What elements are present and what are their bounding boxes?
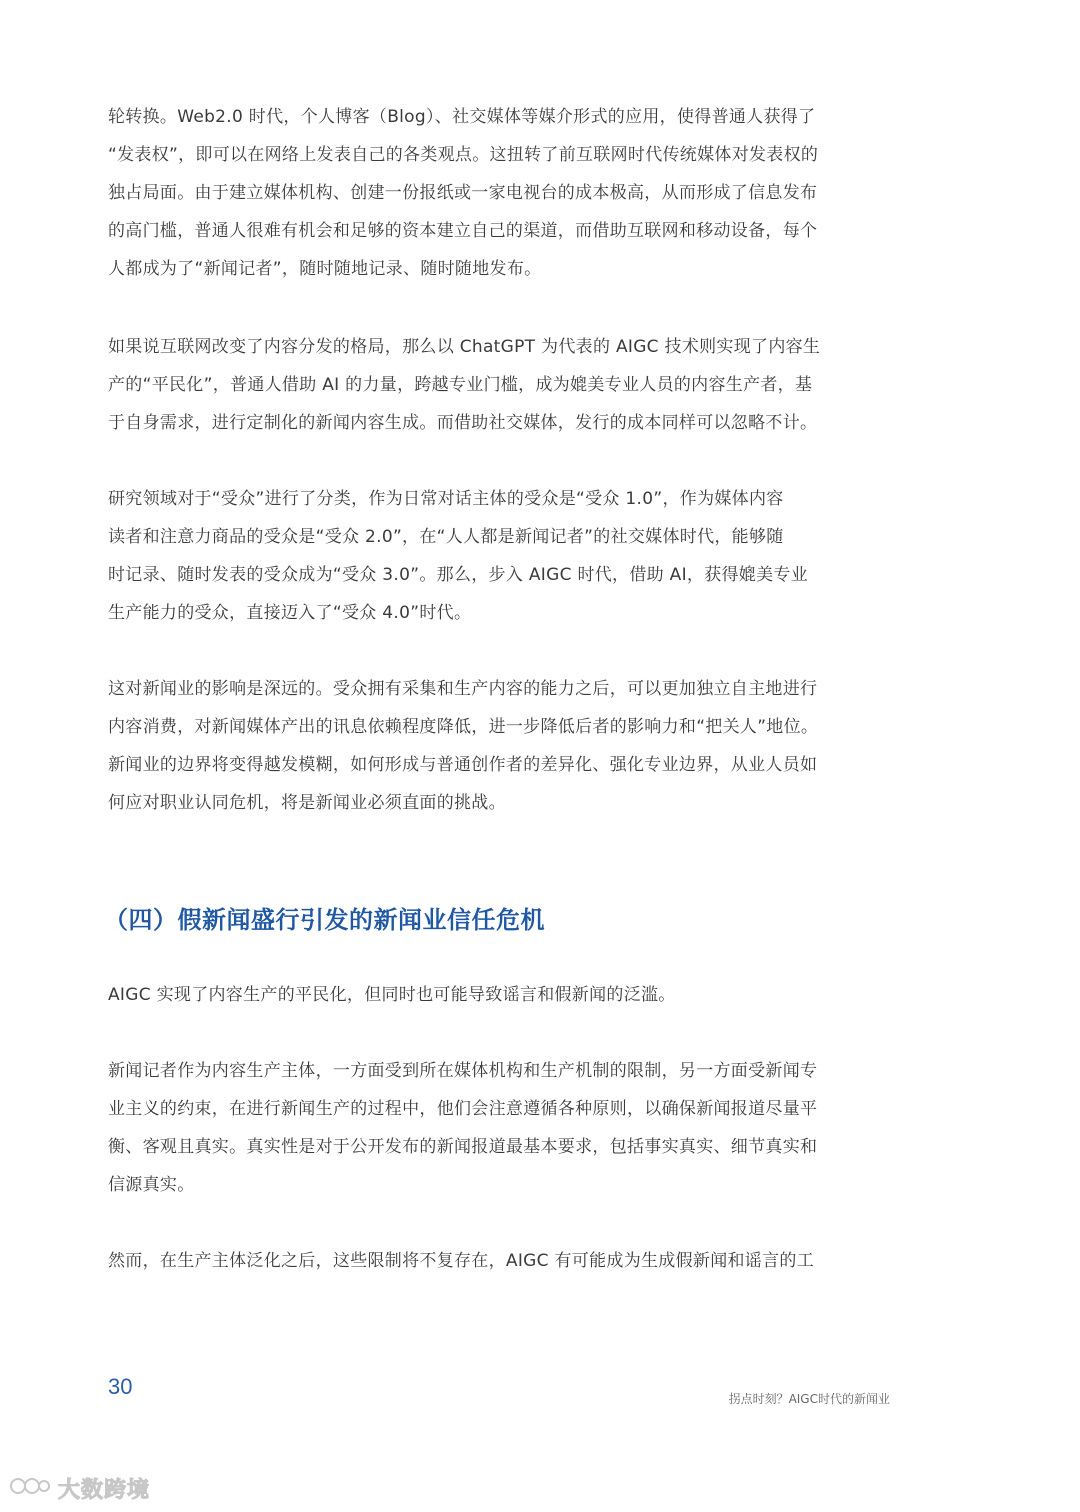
- text-line: 读者和注意力商品的受众是“受众 2.0”，在“人人都是新闻记者”的社交媒体时代，能够随: [108, 527, 784, 547]
- text-line: “发表权”，即可以在网络上发表自己的各类观点。这扭转了前互联网时代传统媒体对发表权的: [108, 145, 819, 165]
- text-line: 于自身需求，进行定制化的新闻内容生成。而借助社交媒体，发行的成本同样可以忽略不计。: [108, 413, 818, 433]
- page-number: 30: [108, 1374, 133, 1399]
- text-line: 的高门槛，普通人很难有机会和足够的资本建立自己的渠道，而借助互联网和移动设备，每个: [108, 221, 818, 241]
- body-paragraph: [108, 976, 908, 1014]
- text-line: 轮转换。Web2.0 时代，个人博客（Blog）、社交媒体等媒介形式的应用，使得普通人获得了: [108, 107, 816, 127]
- body-paragraph: [108, 1242, 908, 1280]
- text-line: 内容消费，对新闻媒体产出的讯息依赖程度降低，进一步降低后者的影响力和“把关人”地位。: [108, 717, 819, 737]
- watermark-text: 大数跨境: [58, 1477, 151, 1503]
- text-line: 新闻业的边界将变得越发模糊，如何形成与普通创作者的差异化、强化专业边界，从业人员如: [108, 755, 818, 775]
- text-line: 衡、客观且真实。真实性是对于公开发布的新闻报道最基本要求，包括事实真实、细节真实和: [108, 1137, 818, 1157]
- body-paragraph: [108, 480, 908, 632]
- text-line: 业主义的约束，在进行新闻生产的过程中，他们会注意遵循各种原则，以确保新闻报道尽量平: [108, 1099, 818, 1119]
- text-line: 人都成为了“新闻记者”，随时随地记录、随时随地发布。: [108, 259, 542, 279]
- text-line: 产的“平民化”，普通人借助 AI 的力量，跨越专业门槛，成为媲美专业人员的内容生产者，基: [108, 375, 813, 395]
- text-line: 研究领域对于“受众”进行了分类，作为日常对话主体的受众是“受众 1.0”，作为媒体内容: [108, 489, 784, 509]
- text-line: 独占局面。由于建立媒体机构、创建一份报纸或一家电视台的成本极高，从而形成了信息发布: [108, 183, 818, 203]
- body-paragraph: [108, 328, 908, 442]
- watermark-logo-icon: [8, 1472, 52, 1504]
- body-paragraph: [108, 98, 908, 288]
- body-paragraph: [108, 670, 908, 822]
- text-line: 时记录、随时发表的受众成为“受众 3.0”。那么，步入 AIGC 时代，借助 AI，获得媲美专业: [108, 565, 808, 585]
- text-line: 这对新闻业的影响是深远的。受众拥有采集和生产内容的能力之后，可以更加独立自主地进行: [108, 679, 818, 699]
- section-heading: （四）假新闻盛行引发的新闻业信任危机: [104, 906, 545, 934]
- body-paragraph: [108, 1052, 908, 1204]
- text-line: 何应对职业认同危机，将是新闻业必须直面的挑战。: [108, 793, 506, 813]
- text-line: 然而，在生产主体泛化之后，这些限制将不复存在，AIGC 有可能成为生成假新闻和谣言的工: [108, 1251, 814, 1271]
- text-line: 生产能力的受众，直接迈入了“受众 4.0”时代。: [108, 603, 472, 623]
- text-line: 新闻记者作为内容生产主体，一方面受到所在媒体机构和生产机制的限制，另一方面受新闻专: [108, 1061, 818, 1081]
- text-line: 信源真实。: [108, 1175, 195, 1195]
- text-line: 如果说互联网改变了内容分发的格局，那么以 ChatGPT 为代表的 AIGC 技术则实现了内容生: [108, 337, 821, 357]
- text-line: AIGC 实现了内容生产的平民化，但同时也可能导致谣言和假新闻的泛滥。: [108, 985, 676, 1005]
- watermark: [8, 1472, 150, 1504]
- footer-document-title: 拐点时刻？AIGC时代的新闻业: [728, 1392, 890, 1406]
